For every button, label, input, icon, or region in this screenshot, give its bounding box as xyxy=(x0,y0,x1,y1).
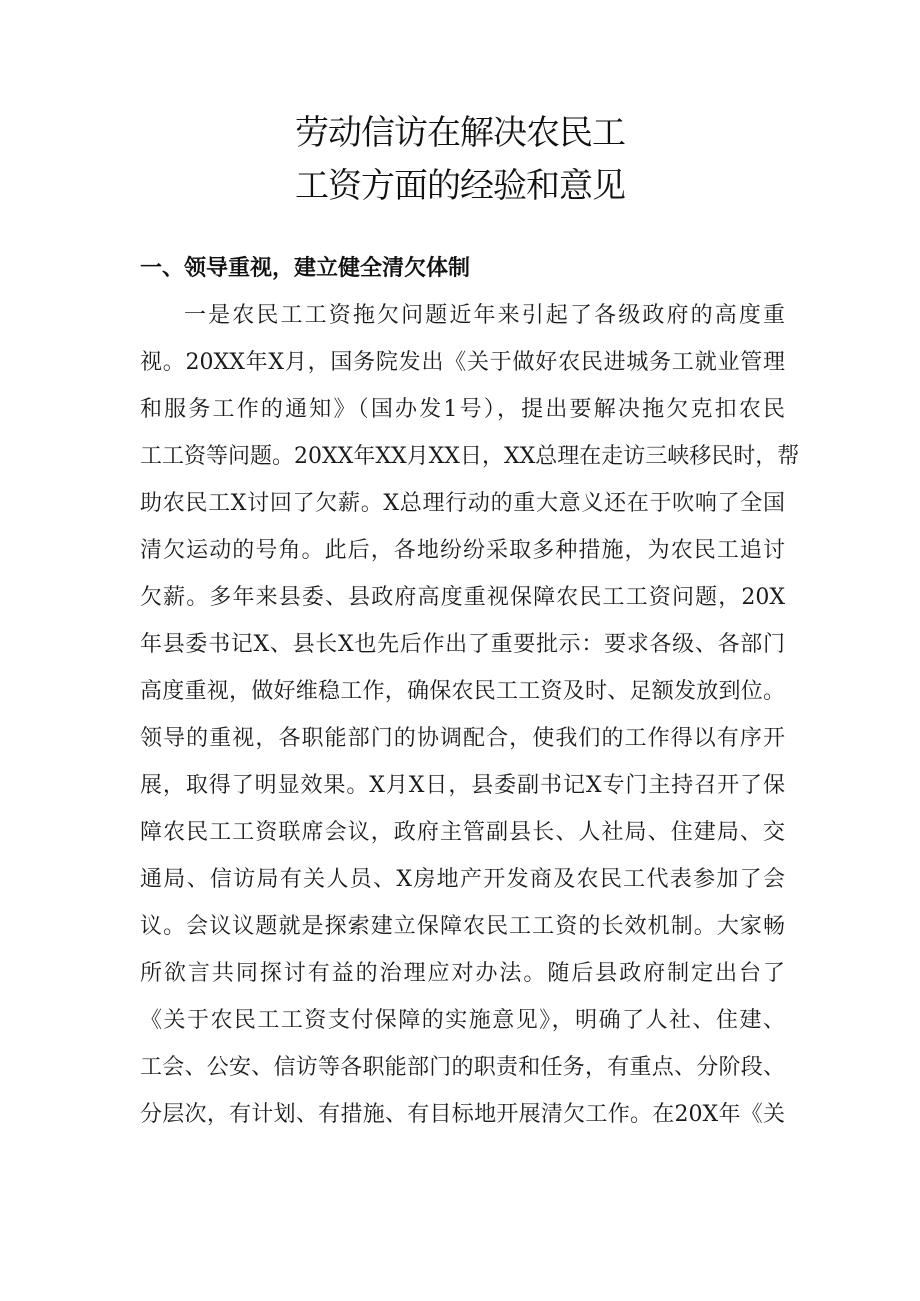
paragraph-line: 清欠运动的号角。此后，各地纷纷采取多种措施，为农民工追讨 xyxy=(140,538,785,563)
paragraph-line: 欠薪。多年来县委、县政府高度重视保障农民工工资问题，20X xyxy=(140,585,785,610)
paragraph-line: 通局、信访局有关人员、X房地产开发商及农民工代表参加了会 xyxy=(140,867,785,892)
paragraph-line: 所欲言共同探讨有益的治理应对办法。随后县政府制定出台了 xyxy=(140,961,785,986)
paragraph-line: 助农民工X讨回了欠薪。X总理行动的重大意义还在于吹响了全国 xyxy=(140,491,785,516)
document-title-line-2: 工资方面的经验和意见 xyxy=(295,166,625,206)
section-heading: 一、领导重视，建立健全清欠体制 xyxy=(140,256,471,281)
paragraph-line: 一是农民工工资拖欠问题近年来引起了各级政府的高度重 xyxy=(184,303,785,328)
document-title-line-1: 劳动信访在解决农民工 xyxy=(295,113,625,153)
paragraph-line: 工工资等问题。20XX年XX月XX日，XX总理在走访三峡移民时，帮 xyxy=(140,444,800,469)
paragraph-line: 议。会议议题就是探索建立保障农民工工资的长效机制。大家畅 xyxy=(140,914,785,939)
paragraph-line: 工会、公安、信访等各职能部门的职责和任务，有重点、分阶段、 xyxy=(140,1055,785,1080)
paragraph-line: 年县委书记X、县长X也先后作出了重要批示：要求各级、各部门 xyxy=(140,632,785,657)
paragraph-line: 高度重视，做好维稳工作，确保农民工工资及时、足额发放到位。 xyxy=(140,679,785,704)
paragraph-line: 视。20XX年X月，国务院发出《关于做好农民进城务工就业管理 xyxy=(140,350,785,375)
paragraph-line: 展，取得了明显效果。X月X日，县委副书记X专门主持召开了保 xyxy=(140,773,785,798)
paragraph-line: 障农民工工资联席会议，政府主管副县长、人社局、住建局、交 xyxy=(140,820,785,845)
paragraph-line: 领导的重视，各职能部门的协调配合，使我们的工作得以有序开 xyxy=(140,726,785,751)
paragraph-line: 和服务工作的通知》（国办发1号），提出要解决拖欠克扣农民 xyxy=(140,397,785,422)
paragraph-line: 《关于农民工工资支付保障的实施意见》，明确了人社、住建、 xyxy=(140,1008,785,1033)
paragraph-line: 分层次，有计划、有措施、有目标地开展清欠工作。在20X年《关 xyxy=(140,1102,785,1127)
